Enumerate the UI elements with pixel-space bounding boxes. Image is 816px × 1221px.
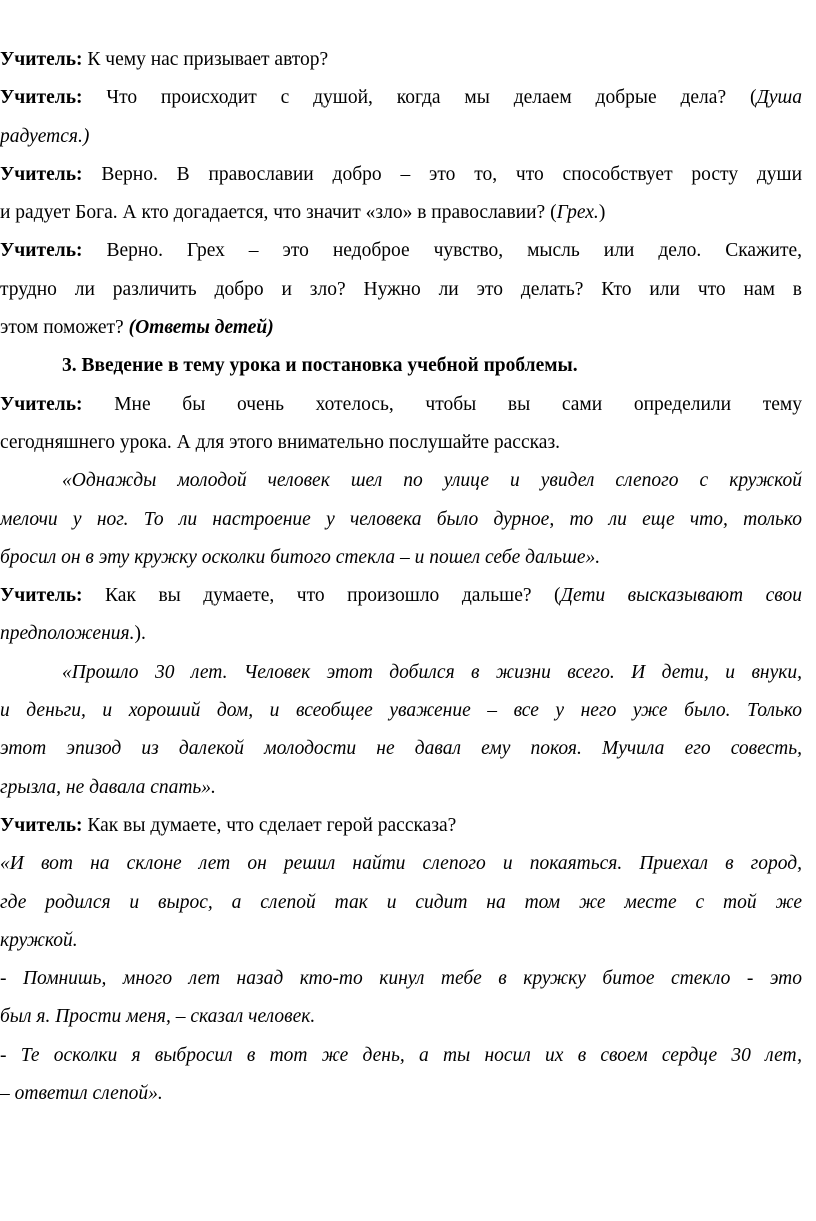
text-line	[0, 424, 802, 462]
text-line	[0, 807, 802, 845]
italic-answer: радуется.)	[0, 125, 90, 147]
story-line: - Те осколки я выбросил в тот же день, а ты носил их в своем сердце 30 лет,	[0, 1044, 802, 1066]
line-text: этом поможет?	[0, 317, 129, 339]
text-line	[0, 232, 802, 270]
italic-answer: (Ответы детей)	[128, 317, 274, 339]
speaker-label: Учитель:	[0, 163, 83, 185]
line-text: Как вы думаете, что произошло дальше? (	[105, 585, 561, 607]
text-line	[0, 41, 802, 79]
line-text: Что происходит с душой, когда мы делаем добрые дела? (	[106, 87, 757, 109]
story-line: «Однажды молодой человек шел по улице и увидел слепого с кружкой	[62, 470, 802, 492]
speaker-label: Учитель:	[0, 87, 83, 109]
speaker-label: Учитель:	[0, 585, 83, 607]
line-text: трудно ли различить добро и зло? Нужно ли это делать? Кто или что нам в	[0, 278, 802, 300]
line-text: ).	[134, 623, 146, 645]
story-line: этот эпизод из далекой молодости не давал ему покоя. Мучила его совесть,	[0, 738, 802, 760]
text-line	[0, 615, 802, 653]
text-line	[0, 309, 802, 347]
text-line	[0, 386, 802, 424]
speaker-label: Учитель:	[0, 393, 83, 415]
italic-answer: Грех.	[556, 202, 599, 224]
text-line	[0, 194, 802, 232]
story-line: где родился и вырос, а слепой так и сидит на том же месте с той же	[0, 891, 802, 913]
story-line: «Прошло 30 лет. Человек этот добился в жизни всего. И дети, и внуки,	[62, 661, 802, 683]
story-line: грызла, не давала спать».	[0, 776, 216, 798]
text-line	[0, 118, 802, 156]
line-text: Как вы думаете, что сделает герой рассказа?	[87, 814, 457, 836]
line-text: Мне бы очень хотелось, чтобы вы сами определили тему	[114, 393, 802, 415]
line-text: )	[598, 202, 606, 224]
line-text: и радует Бога. А кто догадается, что значит «зло» в православии? (	[0, 202, 557, 224]
line-text: К чему нас призывает автор?	[87, 49, 329, 70]
speaker-label: Учитель:	[0, 240, 83, 262]
line-text: Верно. Грех – это недоброе чувство, мысль или дело. Скажите,	[106, 240, 802, 262]
text-line	[0, 156, 802, 194]
section-heading: 3. Введение в тему урока и постановка учебной проблемы.	[62, 355, 578, 377]
italic-answer: Дети высказывают свои	[560, 585, 802, 607]
story-line: мелочи у ног. То ли настроение у человека было дурное, то ли еще что, только	[0, 508, 802, 530]
story-line: был я. Прости меня, – сказал человек.	[0, 1006, 316, 1028]
italic-answer: Душа	[756, 87, 802, 109]
text-line	[0, 79, 802, 117]
text-line	[0, 577, 802, 615]
italic-answer: предположения.	[0, 623, 135, 645]
story-line: бросил он в эту кружку осколки битого стекла – и пошел себе дальше».	[0, 546, 601, 568]
story-line: - Помнишь, много лет назад кто-то кинул тебе в кружку битое стекло - это	[0, 968, 802, 990]
story-line: и деньги, и хороший дом, и всеобщее уважение – все у него уже было. Только	[0, 700, 802, 722]
speaker-label: Учитель:	[0, 49, 83, 70]
story-line: кружкой.	[0, 929, 78, 951]
line-text: сегодняшнего урока. А для этого внимательно послушайте рассказ.	[0, 431, 561, 453]
speaker-label: Учитель:	[0, 814, 83, 836]
line-text: Верно. В православии добро – это то, что способствует росту души	[101, 163, 802, 185]
story-line: «И вот на склоне лет он решил найти слепого и покаяться. Приехал в город,	[0, 853, 802, 875]
text-line	[0, 271, 802, 309]
story-line: – ответил слепой».	[0, 1083, 163, 1105]
